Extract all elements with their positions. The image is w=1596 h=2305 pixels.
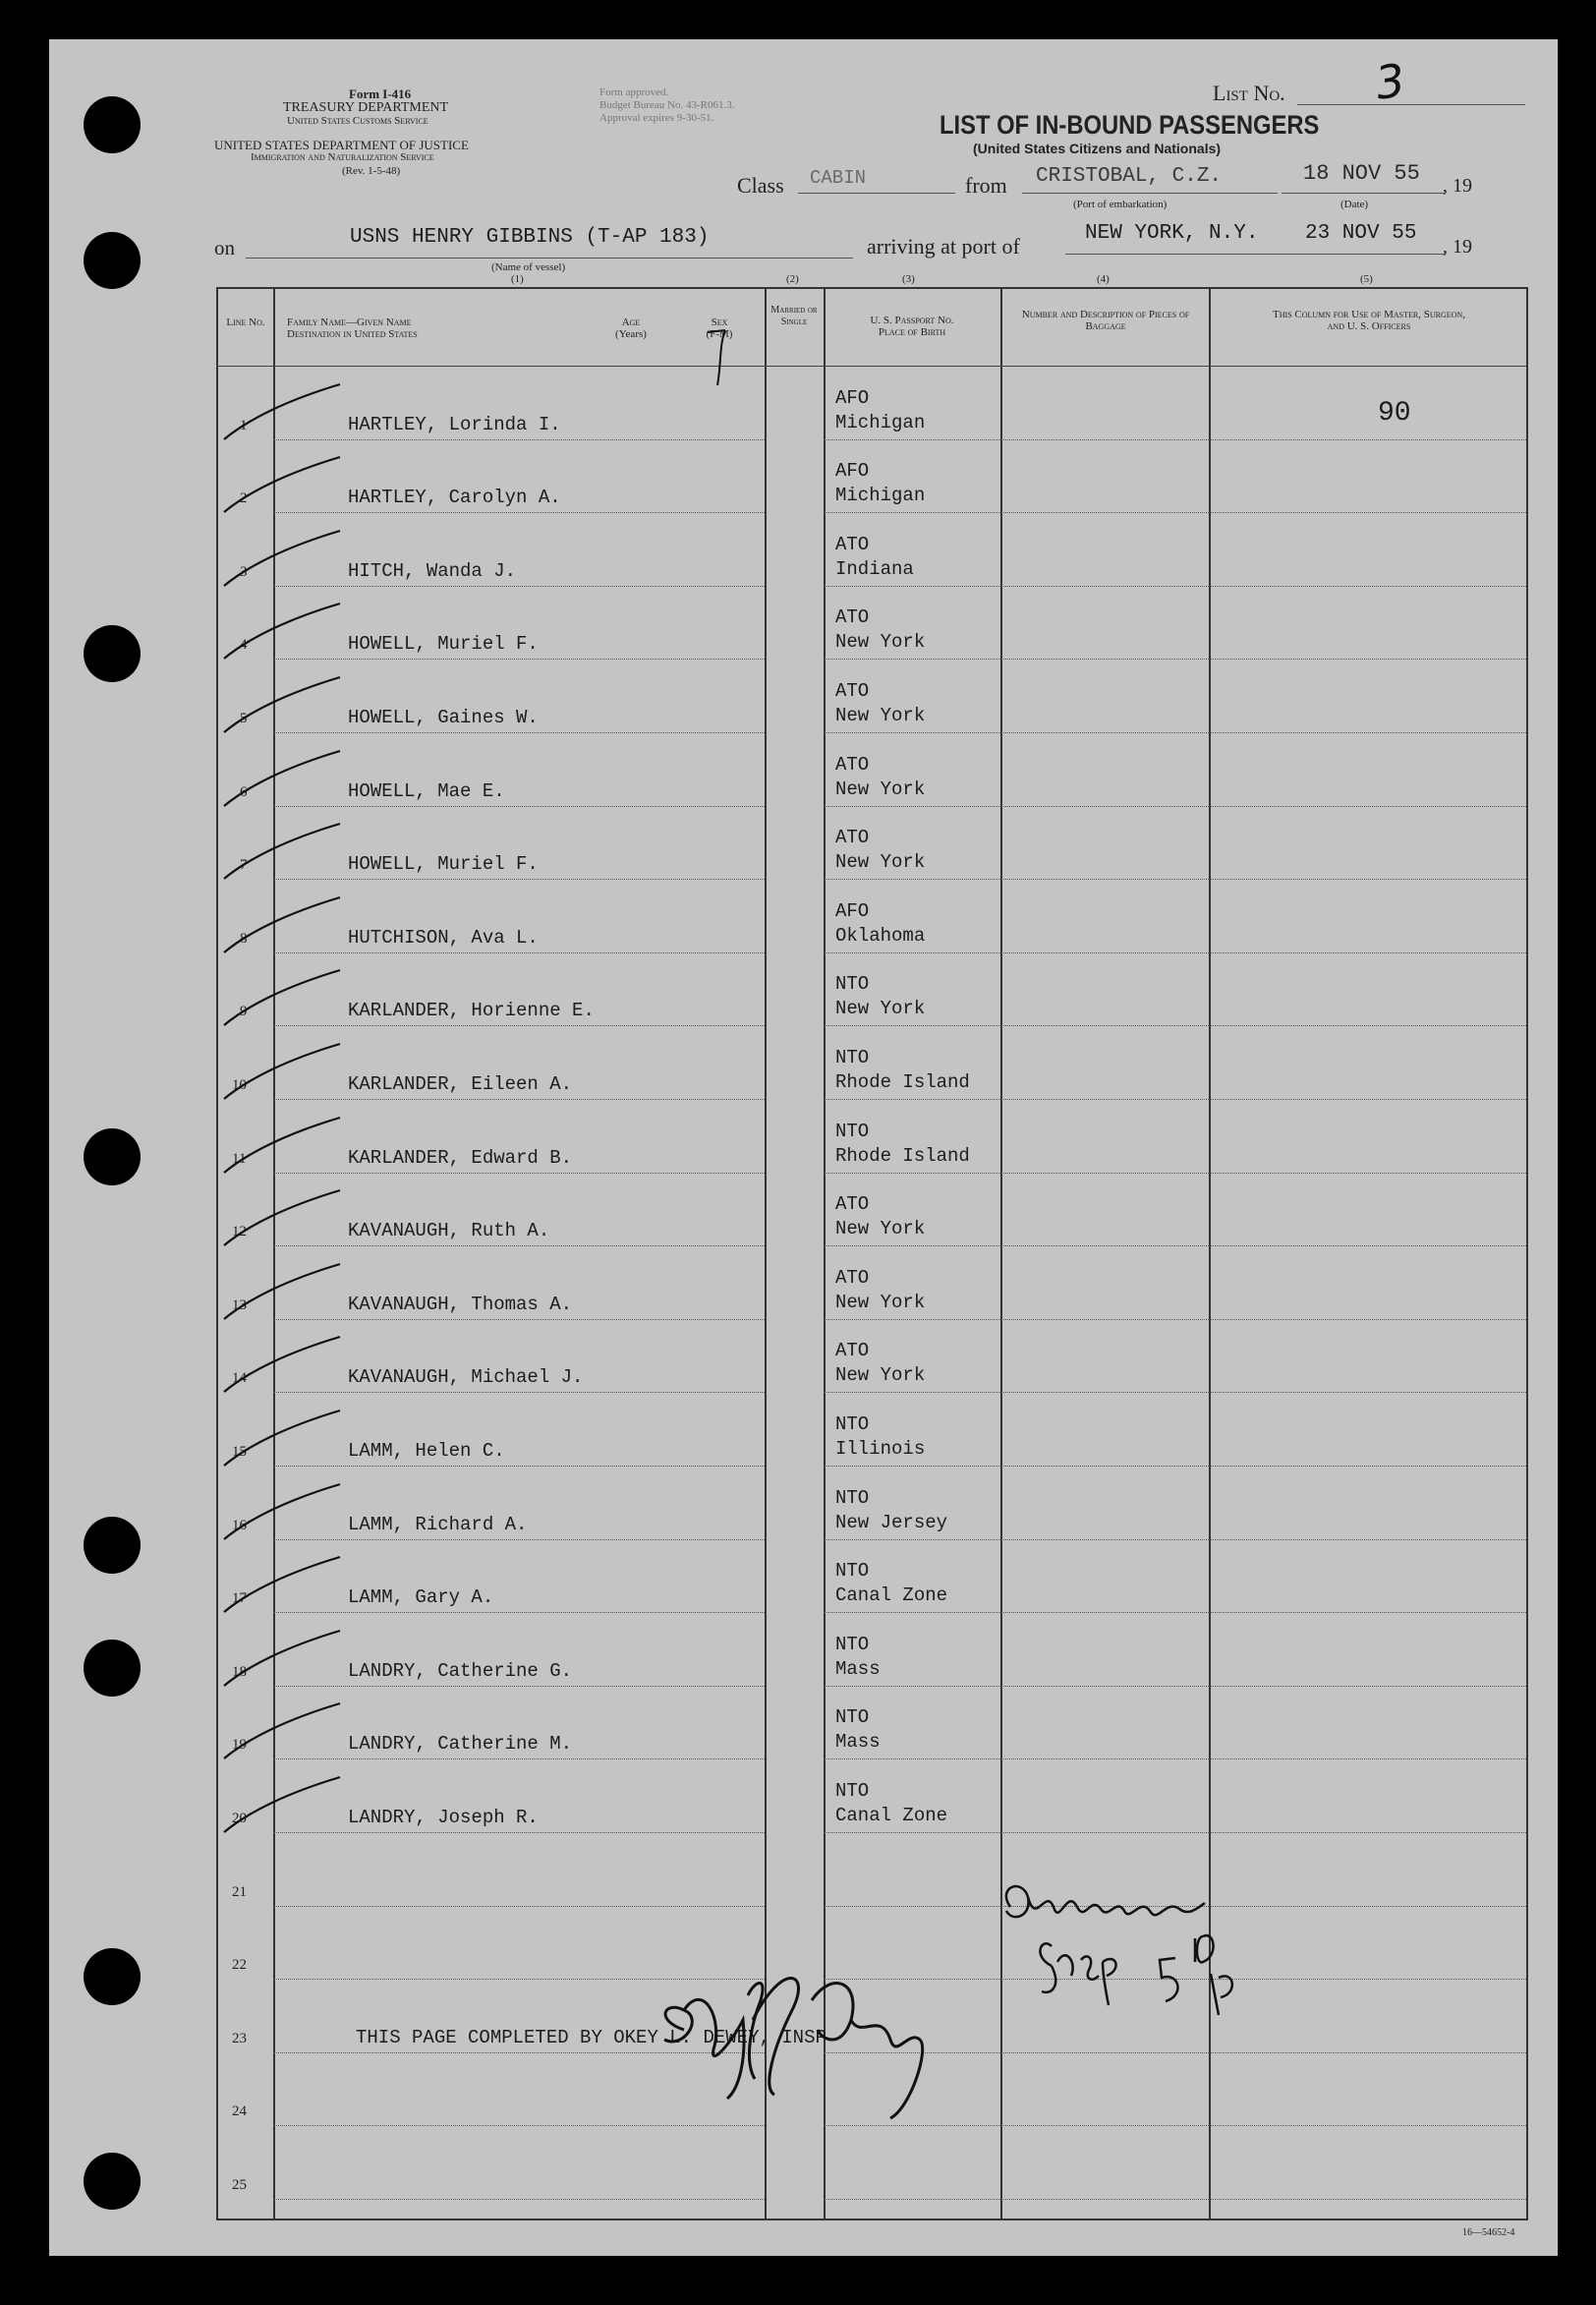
row-divider [273,2199,765,2200]
birth-place: New York [835,851,926,873]
passport-code: ATO [835,534,870,555]
row-divider [1209,1832,1526,1833]
binder-hole [84,1128,141,1185]
binder-hole [84,96,141,153]
check-tick-mark [218,1333,356,1402]
row-divider [1209,2199,1526,2200]
row-divider [824,732,1000,733]
row-divider [1000,512,1209,513]
check-tick-mark [218,380,356,449]
col-header-sex-sub: (F-M) [706,328,733,340]
row-line-number: 12 [232,1224,247,1239]
check-tick-mark [218,747,356,816]
birth-place: New York [835,1292,926,1313]
passport-code: ATO [835,680,870,702]
row-line-number: 3 [240,564,248,580]
row-divider [1000,952,1209,953]
check-tick-mark [218,673,356,742]
list-no-value: 3 [1372,53,1408,110]
row-line-number: 21 [232,1884,247,1900]
passenger-name: LANDRY, Joseph R. [348,1807,539,1828]
row-divider [824,586,1000,587]
birth-place: Indiana [835,558,914,580]
row-divider [1000,1025,1209,1026]
passport-code: NTO [835,973,870,995]
treasury-label: TREASURY DEPARTMENT [283,100,449,115]
row-line-number: 23 [232,2031,247,2046]
check-tick-mark [218,1040,356,1109]
birth-place: New York [835,778,926,800]
passport-code: AFO [835,900,870,922]
passport-code: NTO [835,1413,870,1435]
passenger-name: HARTLEY, Carolyn A. [348,487,561,508]
passenger-name: KARLANDER, Edward B. [348,1147,573,1169]
vessel-caption: (Name of vessel) [491,261,566,273]
column-number: (4) [1097,273,1110,285]
arriving-label: arriving at port of [867,234,1020,259]
column-number: (5) [1360,273,1373,285]
row-divider [1000,1099,1209,1100]
birth-place: New York [835,1218,926,1239]
check-tick-mark [218,893,356,962]
name-divider [765,287,767,2219]
row-divider [1000,732,1209,733]
col-header-officers: This Column for Use of Master, Surgeon, and U. S. Officers [1273,309,1465,332]
check-tick-mark [218,966,356,1035]
officer-note: 90 [1378,398,1411,429]
row-line-number: 8 [240,931,248,947]
row-divider [824,512,1000,513]
row-divider [1209,439,1526,440]
passenger-name: THIS PAGE COMPLETED BY OKEY L. DEWEY, INSP [356,2027,826,2048]
birth-place: Oklahoma [835,925,926,947]
birth-place: Mass [835,1731,881,1753]
row-line-number: 11 [232,1151,247,1167]
row-divider [824,806,1000,807]
row-divider [1209,879,1526,880]
passenger-name: HOWELL, Gaines W. [348,707,539,728]
row-divider [1209,952,1526,953]
class-value: CABIN [810,167,867,189]
check-tick-mark [218,1407,356,1475]
row-divider [1000,1758,1209,1759]
row-divider [1209,2125,1526,2126]
from-label: from [965,173,1007,198]
col-header-family-name: Family Name—Given Name [287,317,412,328]
passport-code: ATO [835,827,870,848]
row-line-number: 10 [232,1077,247,1093]
column-number: (1) [511,273,524,285]
birth-place: Michigan [835,412,926,433]
check-tick-mark [218,1627,356,1696]
row-line-number: 13 [232,1297,247,1313]
passport-code: ATO [835,1267,870,1289]
row-divider [273,1906,765,1907]
row-divider [824,659,1000,660]
row-divider [824,1099,1000,1100]
binder-hole [84,232,141,289]
col-header-destination: Destination in United States [287,328,418,340]
form-title: LIST OF IN-BOUND PASSENGERS [940,110,1320,140]
embark-caption: (Port of embarkation) [1073,199,1168,210]
row-divider [1000,1173,1209,1174]
row-divider [1209,1319,1526,1320]
approval-line: Budget Bureau No. 43-R061.3. [599,99,735,111]
form-number: Form I-416 [349,86,412,101]
inspector-signature [645,1941,940,2128]
row-divider [824,1612,1000,1613]
row-divider [1000,1319,1209,1320]
row-divider [1000,879,1209,880]
arrival-date: 23 NOV 55 [1305,222,1417,245]
row-line-number: 16 [232,1518,247,1533]
row-line-number: 2 [240,490,248,506]
passenger-name: LANDRY, Catherine M. [348,1733,573,1755]
passport-code: ATO [835,1340,870,1361]
arrival-line [1065,254,1445,255]
passport-code: NTO [835,1634,870,1655]
row-divider [1209,586,1526,587]
row-divider [824,1173,1000,1174]
customs-label: United States Customs Service [287,115,428,127]
col-header-passport: U. S. Passport No. [870,315,954,326]
row-divider [824,1686,1000,1687]
passport-code: NTO [835,1706,870,1728]
row-divider [1000,659,1209,660]
embark-line [1022,193,1278,194]
col-header-sex: Sex [711,317,728,328]
row-divider [824,1539,1000,1540]
passenger-name: HARTLEY, Lorinda I. [348,414,561,435]
passport-code: AFO [835,460,870,482]
passport-code: ATO [835,1193,870,1215]
passport-code: ATO [835,754,870,776]
on-label: on [214,236,235,259]
row-divider [1209,1539,1526,1540]
row-divider [1000,1686,1209,1687]
row-line-number: 4 [240,637,248,653]
year-label: , 19 [1443,175,1472,197]
col-header-baggage: Number and Description of Pieces of Baggage [1021,309,1190,332]
row-divider [1209,1686,1526,1687]
row-line-number: 20 [232,1811,247,1826]
row-divider [824,1758,1000,1759]
check-tick-mark [218,1773,356,1842]
embark-port: CRISTOBAL, C.Z. [1036,165,1223,188]
row-divider [1000,1392,1209,1393]
row-divider [1209,1099,1526,1100]
row-divider [1000,806,1209,807]
row-line-number: 14 [232,1370,247,1386]
row-divider [1209,1245,1526,1246]
row-line-number: 24 [232,2103,247,2119]
row-divider [824,1832,1000,1833]
justice-label: UNITED STATES DEPARTMENT OF JUSTICE [214,138,469,152]
row-divider [1209,1758,1526,1759]
row-divider [1000,2125,1209,2126]
date-caption: (Date) [1340,199,1369,210]
birth-place: Canal Zone [835,1585,948,1606]
passport-code: NTO [835,1560,870,1582]
col-header-years: (Years) [615,328,647,340]
passport-code: NTO [835,1047,870,1068]
row-line-number: 5 [240,711,248,726]
header-bottom-line [216,366,1526,367]
row-divider [1000,2052,1209,2053]
row-divider [824,439,1000,440]
row-divider [824,952,1000,953]
passenger-name: HUTCHISON, Ava L. [348,927,539,949]
birth-place: Canal Zone [835,1805,948,1826]
row-divider [1209,806,1526,807]
check-tick-mark [218,1700,356,1768]
row-line-number: 9 [240,1004,248,1019]
embark-date: 18 NOV 55 [1303,161,1420,186]
ins-label: Immigration and Naturalization Service [251,151,434,163]
sex-column-scribble [700,324,739,393]
row-divider [824,1319,1000,1320]
passenger-name: KAVANAUGH, Thomas A. [348,1294,573,1315]
row-line-number: 7 [240,857,248,873]
birth-place: Mass [835,1658,881,1680]
passenger-name: LANDRY, Catherine G. [348,1660,573,1682]
vessel-name: USNS HENRY GIBBINS (T-AP 183) [350,226,710,249]
row-divider [1209,1025,1526,1026]
binder-hole [84,625,141,682]
rev-label: (Rev. 1-5-48) [342,165,401,177]
check-tick-mark [218,600,356,668]
birth-place: New York [835,705,926,726]
passenger-name: KAVANAUGH, Michael J. [348,1366,584,1388]
row-divider [824,1025,1000,1026]
birth-place: Rhode Island [835,1071,970,1093]
approval-line: Approval expires 9-30-51. [599,112,714,124]
row-divider [1209,659,1526,660]
passenger-name: LAMM, Helen C. [348,1440,505,1462]
birth-place: Rhode Island [835,1145,970,1167]
date-line [1282,193,1445,194]
column-number: (2) [786,273,799,285]
passenger-name: HOWELL, Muriel F. [348,633,539,655]
row-line-number: 6 [240,784,248,800]
passenger-name: HITCH, Wanda J. [348,560,517,582]
passenger-name: LAMM, Gary A. [348,1586,494,1608]
row-line-number: 22 [232,1957,247,1973]
row-divider [1000,1539,1209,1540]
row-divider [1000,1466,1209,1467]
passenger-name: KARLANDER, Horienne E. [348,1000,595,1021]
row-divider [1209,2052,1526,2053]
birth-place: New York [835,631,926,653]
binder-hole [84,1517,141,1574]
binder-hole [84,2153,141,2210]
row-divider [824,1392,1000,1393]
row-line-number: 18 [232,1664,247,1680]
check-tick-mark [218,527,356,596]
row-divider [1000,439,1209,440]
passenger-name: KARLANDER, Eileen A. [348,1073,573,1095]
row-divider [1209,1466,1526,1467]
birth-place: New York [835,998,926,1019]
approval-line: Form approved. [599,86,669,98]
list-no-line [1297,104,1525,105]
check-tick-mark [218,1260,356,1329]
vessel-line [246,258,853,259]
passenger-name: KAVANAUGH, Ruth A. [348,1220,550,1241]
passport-code: AFO [835,387,870,409]
form-subtitle: (United States Citizens and Nationals) [973,141,1222,156]
row-divider [824,1906,1000,1907]
row-divider [824,2199,1000,2200]
check-tick-mark [218,820,356,889]
row-line-number: 25 [232,2177,247,2193]
class-line [798,193,955,194]
row-divider [1000,2199,1209,2200]
col-header-place-birth: Place of Birth [878,326,946,338]
inspection-stamp-handwriting [993,1868,1287,2015]
birth-place: New Jersey [835,1512,948,1533]
row-divider [824,1466,1000,1467]
footer-code: 16—54652-4 [1462,2227,1515,2238]
married-divider [824,287,826,2219]
row-divider [824,1245,1000,1246]
arrival-port: NEW YORK, N.Y. [1085,222,1259,245]
row-divider [1209,1612,1526,1613]
table-top-border [216,287,1526,289]
row-line-number: 15 [232,1444,247,1460]
check-tick-mark [218,453,356,522]
row-divider [1000,1245,1209,1246]
row-divider [1209,1173,1526,1174]
row-divider [1000,1612,1209,1613]
column-number: (3) [902,273,915,285]
col-header-age: Age [621,317,641,328]
check-tick-mark [218,1480,356,1549]
passport-code: NTO [835,1780,870,1802]
binder-hole [84,1948,141,2005]
table-bottom-border [216,2219,1528,2220]
check-tick-mark [218,1114,356,1182]
row-divider [1209,1392,1526,1393]
col-header-married: Married or Single [770,305,818,327]
row-line-number: 19 [232,1737,247,1753]
col-header-line-no: Line No. [226,317,265,328]
check-tick-mark [218,1186,356,1255]
row-line-number: 1 [240,418,248,433]
birth-place: New York [835,1364,926,1386]
row-divider [1209,512,1526,513]
passenger-name: HOWELL, Mae E. [348,780,505,802]
check-tick-mark [218,1553,356,1622]
row-divider [1000,586,1209,587]
passenger-name: HOWELL, Muriel F. [348,853,539,875]
passport-code: NTO [835,1121,870,1142]
passport-code: NTO [835,1487,870,1509]
row-divider [824,879,1000,880]
birth-place: Illinois [835,1438,926,1460]
binder-hole [84,1640,141,1697]
birth-place: Michigan [835,485,926,506]
table-right-border [1526,287,1528,2219]
row-divider [1000,1832,1209,1833]
passport-code: ATO [835,606,870,628]
passenger-name: LAMM, Richard A. [348,1514,528,1535]
list-no-label: List No. [1213,81,1285,105]
row-line-number: 17 [232,1590,247,1606]
class-label: Class [737,173,784,198]
year-label: , 19 [1443,236,1472,258]
row-divider [1209,732,1526,733]
